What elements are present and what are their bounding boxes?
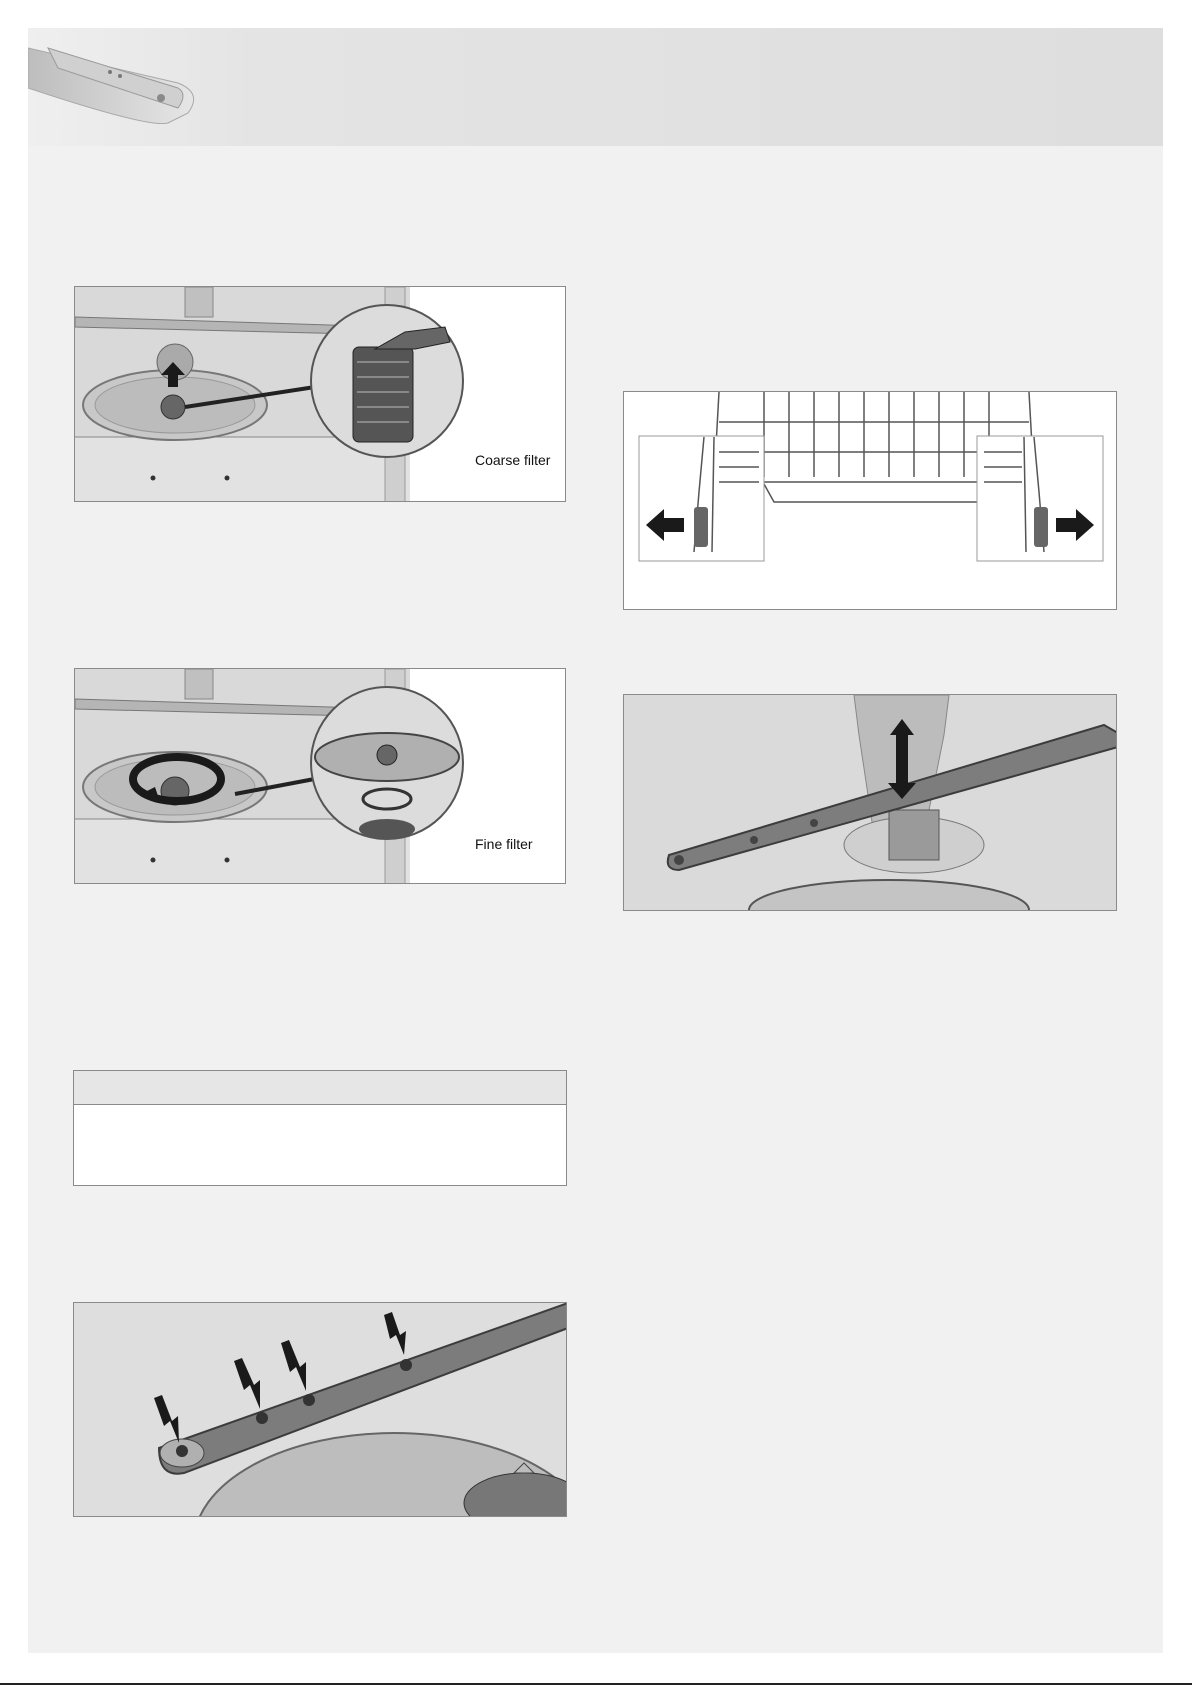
spray-arm-header-illustration: [28, 28, 1163, 146]
fine-filter-figure: [74, 668, 566, 884]
note-box-header: [74, 1071, 566, 1105]
header-banner: [28, 28, 1163, 146]
spray-arm-nozzles-figure: [73, 1302, 567, 1517]
coarse-filter-label: Coarse filter: [475, 452, 551, 468]
note-box: [73, 1070, 567, 1186]
coarse-filter-figure: [74, 286, 566, 502]
lower-basket-figure: [623, 391, 1117, 610]
spray-arm-lift-figure: [623, 694, 1117, 911]
fine-filter-label: Fine filter: [475, 836, 533, 852]
